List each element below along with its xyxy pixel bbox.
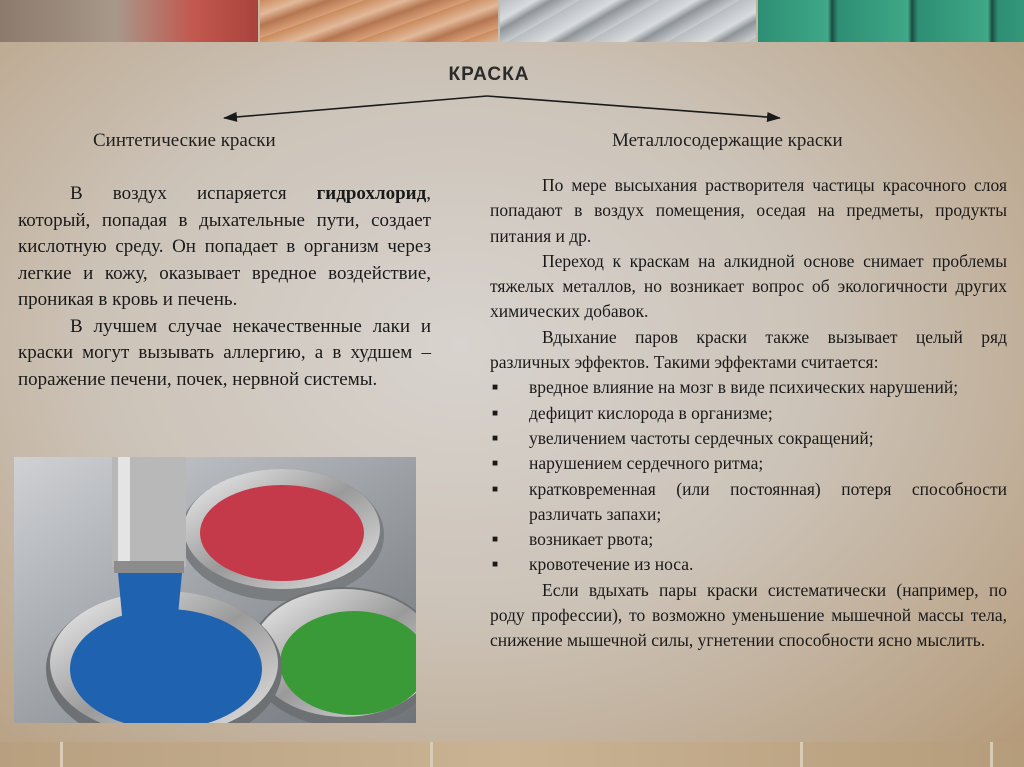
list-item: ■ кровотечение из носа. <box>490 552 1007 577</box>
right-paragraph-3: Вдыхание паров краски также вызывает целый ряд различных эффектов. Такими эффектами считается: <box>490 326 1007 373</box>
red-paint <box>200 485 364 581</box>
list-item: ■ нарушением сердечного ритма; <box>490 451 1007 476</box>
list-item: ■ дефицит кислорода в организме; <box>490 401 1007 426</box>
right-column <box>490 173 1007 654</box>
arrow-right <box>487 96 780 118</box>
arrow-left <box>224 96 487 118</box>
heading-synthetic-paints: Синтетические краски <box>93 130 276 151</box>
bullet-icon: ■ <box>492 458 499 470</box>
right-paragraph-4: Если вдыхать пары краски систематически (например, по роду профессии), то возможно уменьшение мышечной массы тела, снижение мышечной силы, угнетении способности ясно мыслить. <box>490 579 1007 651</box>
bullet-icon: ■ <box>492 432 499 444</box>
paint-cans-photo <box>14 457 416 723</box>
list-item: ■ кратковременная (или постоянная) потеря способности различать запахи; <box>492 478 1007 524</box>
effects-list <box>490 375 1007 577</box>
list-item: ■ вредное влияние на мозг в виде психических нарушений; <box>490 375 1007 400</box>
bullet-icon: ■ <box>492 483 499 495</box>
bullet-icon: ■ <box>492 559 499 571</box>
left-paragraph-1: В воздух испаряется гидрохлорид, который, попадая в дыхательные пути, создает кислотную среду. Он попадает в организм через легкие и кожу, оказывает вредное воздействие, проникая в кровь и печень. <box>18 183 431 310</box>
right-paragraph-1: По мере высыхания растворителя частицы красочного слоя попадают в воздух помещения, оседая на предметы, продукты питания и др. <box>490 175 1007 246</box>
heading-metal-paints: Металлосодержащие краски <box>612 130 843 151</box>
bullet-icon: ■ <box>492 382 499 394</box>
list-item: ■ возникает рвота; <box>490 527 1007 552</box>
slide-title: КРАСКА <box>448 64 530 85</box>
left-column <box>18 181 431 393</box>
list-item: ■ увеличением частоты сердечных сокращений; <box>490 426 1007 451</box>
left-paragraph-2: В лучшем случае некачественные лаки и краски могут вызывать аллергию, а в худшем – поражение печени, почек, нервной системы. <box>18 315 431 390</box>
red-paint-can <box>180 469 384 601</box>
bullet-icon: ■ <box>492 407 499 419</box>
right-paragraph-2: Переход к краскам на алкидной основе снимает проблемы тяжелых металлов, но возникает вопрос об экологичности других химических добавок. <box>490 250 1007 322</box>
footer-bar <box>0 742 1024 767</box>
bullet-icon: ■ <box>492 534 499 546</box>
term-hydrochloride: гидрохлорид <box>316 183 427 204</box>
